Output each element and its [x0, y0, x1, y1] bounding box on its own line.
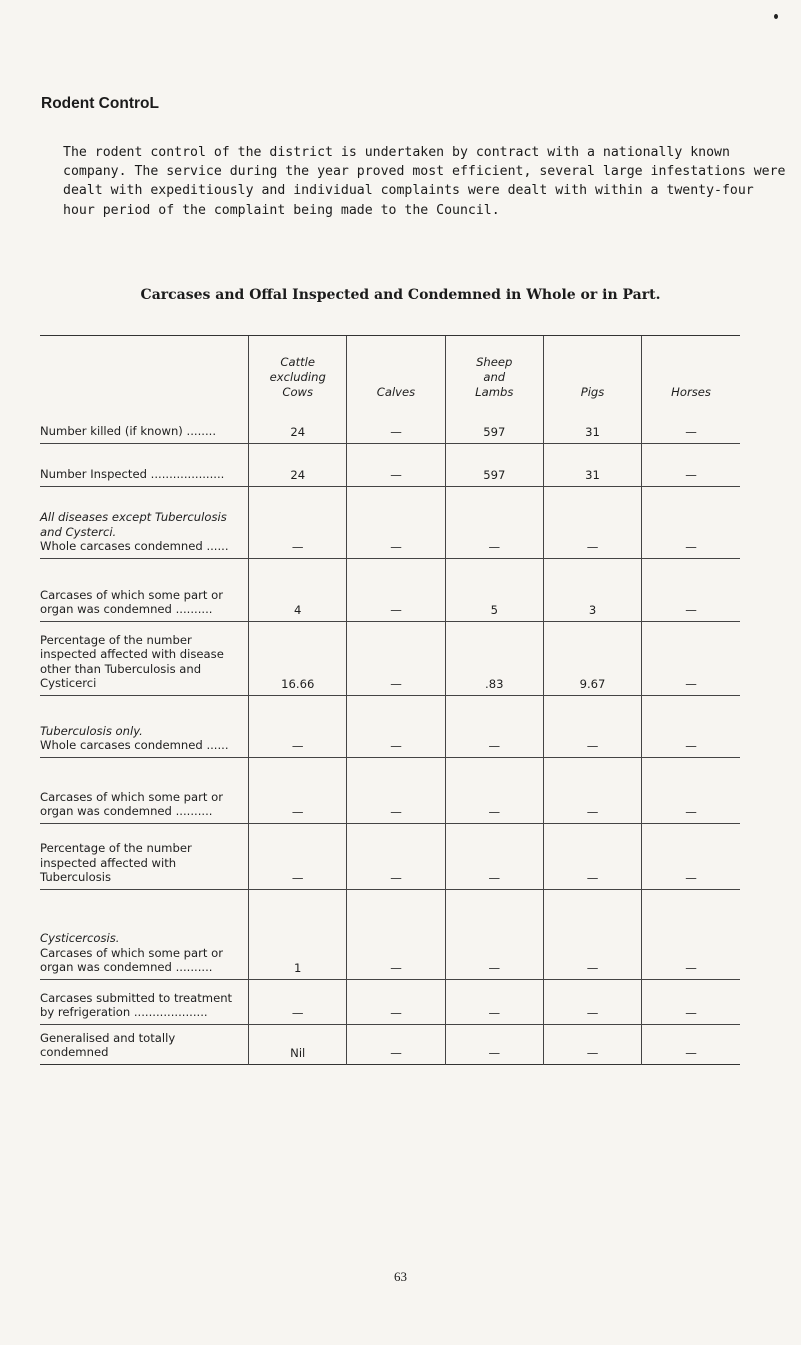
table-row	[40, 621, 740, 695]
value-cell: 597	[445, 400, 543, 443]
paragraph-line: company. The service during the year proved most efficient, several large infestations were	[63, 164, 786, 180]
value-cell: —	[642, 823, 740, 889]
value-cell: Nil	[249, 1024, 347, 1064]
row-label: Number Inspected ....................	[40, 467, 225, 482]
value-cell: —	[249, 695, 347, 757]
value-cell: —	[249, 757, 347, 823]
value-cell: —	[543, 1024, 641, 1064]
value-cell: 16.66	[249, 621, 347, 695]
value-cell: —	[347, 823, 445, 889]
table-row	[40, 889, 740, 979]
table-row	[40, 400, 740, 443]
value-cell: —	[642, 979, 740, 1024]
value-cell: —	[445, 979, 543, 1024]
value-cell: —	[347, 400, 445, 443]
row-label: Carcases submitted to treatment by refrigeration ....................	[40, 990, 233, 1020]
value-cell: —	[347, 695, 445, 757]
value-cell: —	[347, 979, 445, 1024]
row-label: Whole carcases condemned ......	[40, 738, 229, 753]
section-label: Tuberculosis only.	[40, 723, 143, 738]
value-cell: 24	[249, 400, 347, 443]
value-cell: —	[642, 486, 740, 558]
column-header	[249, 336, 347, 401]
header-stub	[40, 336, 249, 401]
row-label: Percentage of the number inspected affected with disease other than Tuberculosis and Cysticerci	[40, 632, 224, 691]
value-cell: —	[642, 695, 740, 757]
value-cell: —	[445, 1024, 543, 1064]
column-header-line: Cattle	[280, 355, 316, 369]
row-label: Generalised and totally condemned	[40, 1030, 176, 1060]
column-header	[543, 336, 641, 401]
column-header-line: Lambs	[475, 385, 514, 399]
value-cell: —	[347, 558, 445, 621]
row-label-cell	[40, 621, 249, 695]
column-header-line: and	[483, 370, 506, 384]
value-cell: —	[642, 889, 740, 979]
value-cell: —	[642, 558, 740, 621]
value-cell: —	[445, 695, 543, 757]
value-cell: —	[445, 757, 543, 823]
value-cell: 3	[543, 558, 641, 621]
inspection-table	[40, 335, 740, 1065]
value-cell: —	[445, 889, 543, 979]
paragraph-line: The rodent control of the district is undertaken by contract with a nationally known	[63, 145, 730, 160]
table-row	[40, 443, 740, 486]
row-label-cell	[40, 823, 249, 889]
value-cell: —	[543, 486, 641, 558]
intro-paragraph	[63, 143, 786, 220]
paragraph-line: dealt with expeditiously and individual complaints were dealt with within a twenty-four	[63, 183, 754, 199]
value-cell: —	[249, 823, 347, 889]
page-speck	[774, 14, 778, 19]
row-label-cell	[40, 400, 249, 443]
column-header-line: Sheep	[476, 355, 513, 369]
table-row	[40, 1024, 740, 1064]
value-cell: 597	[445, 443, 543, 486]
value-cell: —	[249, 979, 347, 1024]
value-cell: —	[543, 889, 641, 979]
value-cell: —	[543, 757, 641, 823]
value-cell: —	[347, 486, 445, 558]
table-row	[40, 979, 740, 1024]
value-cell: —	[347, 889, 445, 979]
value-cell: —	[347, 1024, 445, 1064]
column-header-line: Cows	[282, 385, 314, 399]
row-label: Number killed (if known) ........	[40, 424, 217, 439]
value-cell: —	[642, 443, 740, 486]
value-cell: —	[543, 979, 641, 1024]
column-header	[347, 336, 445, 401]
column-header	[445, 336, 543, 401]
value-cell: —	[445, 486, 543, 558]
section-label: All diseases except Tuberculosis and Cysterci.	[40, 510, 227, 539]
row-label-cell	[40, 558, 249, 621]
value-cell: —	[543, 823, 641, 889]
table-row	[40, 757, 740, 823]
table-body	[40, 400, 740, 1064]
column-header-line: excluding	[269, 370, 326, 384]
row-label-cell	[40, 695, 249, 757]
paragraph-line: hour period of the complaint being made to the Council.	[63, 202, 500, 218]
section-heading: Rodent ControL	[41, 95, 159, 112]
row-label-cell	[40, 486, 249, 558]
page-number: 63	[394, 1269, 407, 1284]
row-label-cell	[40, 889, 249, 979]
value-cell: —	[347, 621, 445, 695]
table-row	[40, 823, 740, 889]
column-header-line: Calves	[376, 385, 416, 399]
value-cell: —	[347, 757, 445, 823]
value-cell: 4	[249, 558, 347, 621]
value-cell: —	[642, 400, 740, 443]
row-label: Carcases of which some part or organ was condemned ..........	[40, 945, 223, 975]
table-title: Carcases and Offal Inspected and Condemned in Whole or in Part.	[140, 287, 661, 303]
value-cell: 1	[249, 889, 347, 979]
value-cell: .83	[445, 621, 543, 695]
value-cell: —	[642, 1024, 740, 1064]
value-cell: —	[642, 621, 740, 695]
value-cell: —	[249, 486, 347, 558]
row-label: Whole carcases condemned ......	[40, 539, 229, 554]
table-row	[40, 486, 740, 558]
row-label: Carcases of which some part or organ was condemned ..........	[40, 789, 223, 819]
value-cell: 31	[543, 400, 641, 443]
row-label-cell	[40, 443, 249, 486]
value-cell: 5	[445, 558, 543, 621]
value-cell: —	[445, 823, 543, 889]
value-cell: —	[642, 757, 740, 823]
row-label-cell	[40, 757, 249, 823]
row-label-cell	[40, 979, 249, 1024]
value-cell: 31	[543, 443, 641, 486]
table-header-row	[40, 336, 740, 401]
value-cell: 24	[249, 443, 347, 486]
column-header-line: Pigs	[580, 385, 605, 399]
table-row	[40, 695, 740, 757]
value-cell: —	[347, 443, 445, 486]
row-label: Percentage of the number inspected affected with Tuberculosis	[40, 841, 192, 885]
value-cell: 9.67	[543, 621, 641, 695]
section-label: Cysticercosis.	[40, 931, 120, 946]
column-header	[642, 336, 740, 401]
value-cell: —	[543, 695, 641, 757]
row-label-cell	[40, 1024, 249, 1064]
row-label: Carcases of which some part or organ was condemned ..........	[40, 587, 223, 617]
column-header-line: Horses	[671, 385, 711, 399]
table-row	[40, 558, 740, 621]
